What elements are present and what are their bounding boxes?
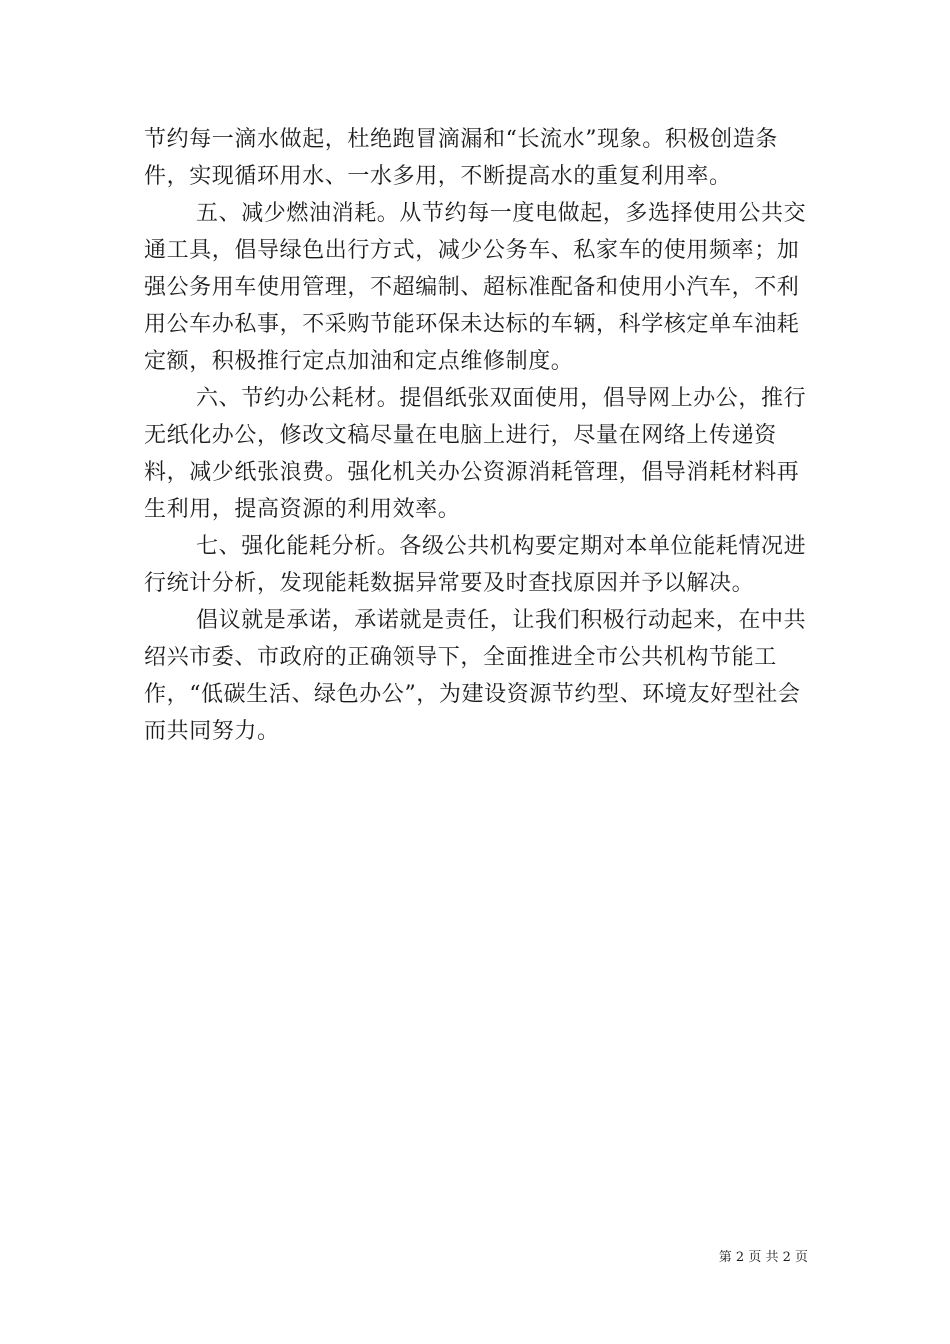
paragraph-reduce-fuel: 五、减少燃油消耗。从节约每一度电做起，多选择使用公共交通工具，倡导绿色出行方式，减少公务车、私家车的使用频率；加强公务用车使用管理，不超编制、超标准配备和使用小汽车，不利用公车办私事，不采购节能环保未达标的车辆，科学核定单车油耗定额，积极推行定点加油和定点维修制度。 — [144, 201, 807, 374]
paragraph-water-continued: 节约每一滴水做起，杜绝跑冒滴漏和“长流水”现象。积极创造条件，实现循环用水、一水多用，不断提高水的重复利用率。 — [144, 127, 778, 189]
document-body — [144, 121, 808, 750]
page-number-footer: 第 2 页 共 2 页 — [718, 1250, 808, 1265]
paragraph-closing-appeal: 倡议就是承诺，承诺就是责任，让我们积极行动起来，在中共绍兴市委、市政府的正确领导下，全面推进全市公共机构节能工作，“低碳生活、绿色办公”，为建设资源节约型、环境友好型社会而共同努力。 — [144, 608, 807, 744]
paragraph-energy-analysis: 七、强化能耗分析。各级公共机构要定期对本单位能耗情况进行统计分析，发现能耗数据异常要及时查找原因并予以解决。 — [144, 534, 807, 596]
paragraph-save-office-supplies: 六、节约办公耗材。提倡纸张双面使用，倡导网上办公，推行无纸化办公，修改文稿尽量在电脑上进行，尽量在网络上传递资料，减少纸张浪费。强化机关办公资源消耗管理，倡导消耗材料再生利用，提高资源的利用效率。 — [144, 386, 807, 522]
